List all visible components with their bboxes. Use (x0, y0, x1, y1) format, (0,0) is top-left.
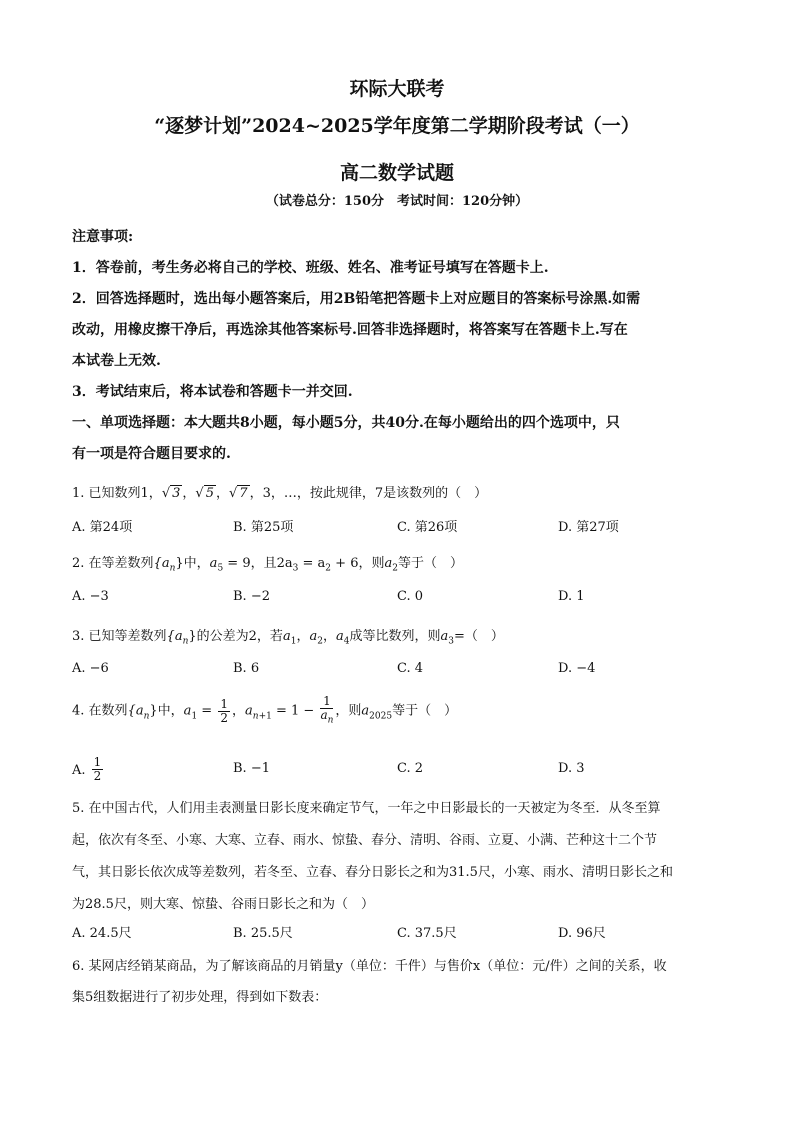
question-5-line-4: 为28.5尺，则大寒、惊蛰、谷雨日影长之和为（ ） (72, 897, 374, 912)
note-2-line-3: 本试卷上无效. (72, 353, 161, 369)
q4-option-a: A. $\frac{1}{2}$ (72, 755, 102, 783)
sqrt-7: √ 7 (229, 486, 248, 501)
exam-subject-title: 高二数学试题 (339, 162, 454, 184)
fraction-half: $\frac{1}{2}$ (220, 696, 228, 725)
question-1: 1. 已知数列1，√ 3 ，√ 5 ，√ 7 ，3，…，按此规律，7是该数列的（ ） (72, 486, 488, 501)
question-6-line-1: 6. 某网店经销某商品，为了解该商品的月销量y（单位：千件）与售价x（单位：元/件）之间的关系，收 (72, 959, 667, 974)
note-3: 3．考试结束后，将本试卷和答题卡一并交回. (72, 384, 353, 400)
q1-text-a: 1. 已知数列1， (72, 486, 162, 501)
note-2-line-1: 2．回答选择题时，选出每小题答案后，用2B铅笔把答题卡上对应题目的答案标号涂黑.如需 (72, 291, 641, 307)
fraction-one-over-an: $\frac{1}{a_n}$ (320, 694, 334, 726)
q1-option-b: B. 第25项 (233, 520, 294, 535)
sqrt-5: √ 5 (195, 486, 214, 501)
note-2-line-2: 改动，用橡皮擦干净后，再选涂其他答案标号.回答非选择题时，将答案写在答题卡上.写在 (72, 322, 628, 338)
q2-option-c: C. 0 (397, 589, 424, 604)
question-5-line-2: 起，依次有冬至、小寒、大寒、立春、雨水、惊蛰、春分、清明、谷雨、立夏、小满、芒种这十二个节 (72, 833, 658, 848)
exam-session-title: “逐梦计划”2024~2025学年度第二学期阶段考试（一） (154, 115, 640, 137)
question-6-line-2: 集5组数据进行了初步处理，得到如下数表： (72, 990, 328, 1005)
q3-option-c: C. 4 (397, 661, 424, 676)
section-1-line-1: 一、单项选择题：本大题共8小题，每小题5分，共40分.在每小题给出的四个选项中，只 (72, 415, 620, 431)
q1-option-c: C. 第26项 (397, 520, 458, 535)
exam-alliance-title: 环际大联考 (349, 78, 445, 100)
q5-option-b: B. 25.5尺 (233, 926, 293, 941)
q4-option-d: D. 3 (558, 761, 585, 776)
seq-an: $\{a_n\}$ (153, 556, 184, 574)
q2-text-a: 2. 在等差数列 (72, 556, 154, 571)
q4-option-c: C. 2 (397, 761, 424, 776)
question-5-line-1: 5. 在中国古代，人们用圭表测量日影长度来确定节气，一年之中日影最长的一天被定为冬至．从冬至算 (72, 801, 661, 816)
q5-option-d: D. 96尺 (558, 926, 606, 941)
q3-option-d: D. −4 (558, 661, 596, 676)
q3-option-a: A. −6 (72, 661, 109, 676)
question-5-line-3: 气，其日影长依次成等差数列，若冬至、立春、春分日影长之和为31.5尺，小寒、雨水、清明日影长之和 (72, 865, 673, 880)
q5-option-c: C. 37.5尺 (397, 926, 457, 941)
notes-heading: 注意事项: (72, 229, 134, 245)
exam-score-time: （试卷总分：150分 考试时间：120分钟） (265, 194, 529, 209)
sqrt-3: √ 3 (161, 486, 181, 501)
question-4: 4. 在数列$\{a_n\}$中，$a_1$ = $\frac{1}{2}$ ，$a_{n+1} = 1$ − $\frac{1}{a_n}$ ，则$a_{2025}$等于（ ） (72, 694, 458, 726)
q3-option-b: B. 6 (233, 661, 260, 676)
q1-text-b: ，3，…，按此规律，7是该数列的（ ） (249, 486, 488, 501)
q2-option-a: A. −3 (72, 589, 109, 604)
q1-option-d: D. 第27项 (558, 520, 619, 535)
q2-option-d: D. 1 (558, 589, 585, 604)
q1-option-a: A. 第24项 (72, 520, 133, 535)
question-2: 2. 在等差数列$\{a_n\}$中，$a_5 = 9$，且$2a_3 = a_2 + 6$，则$a_2$等于（ ） (72, 556, 463, 574)
q4-option-b: B. −1 (233, 761, 270, 776)
q5-option-a: A. 24.5尺 (72, 926, 132, 941)
q2-text-b: 中， (183, 556, 210, 571)
question-3: 3. 已知等差数列$\{a_n\}$的公差为2，若$a_1$，$a_2$，$a_4$成等比数列，则$a_3=$（ ） (72, 629, 504, 647)
note-1: 1．答卷前，考生务必将自己的学校、班级、姓名、准考证号填写在答题卡上. (72, 260, 549, 276)
q2-option-b: B. −2 (233, 589, 270, 604)
section-1-line-2: 有一项是符合题目要求的. (72, 446, 231, 462)
